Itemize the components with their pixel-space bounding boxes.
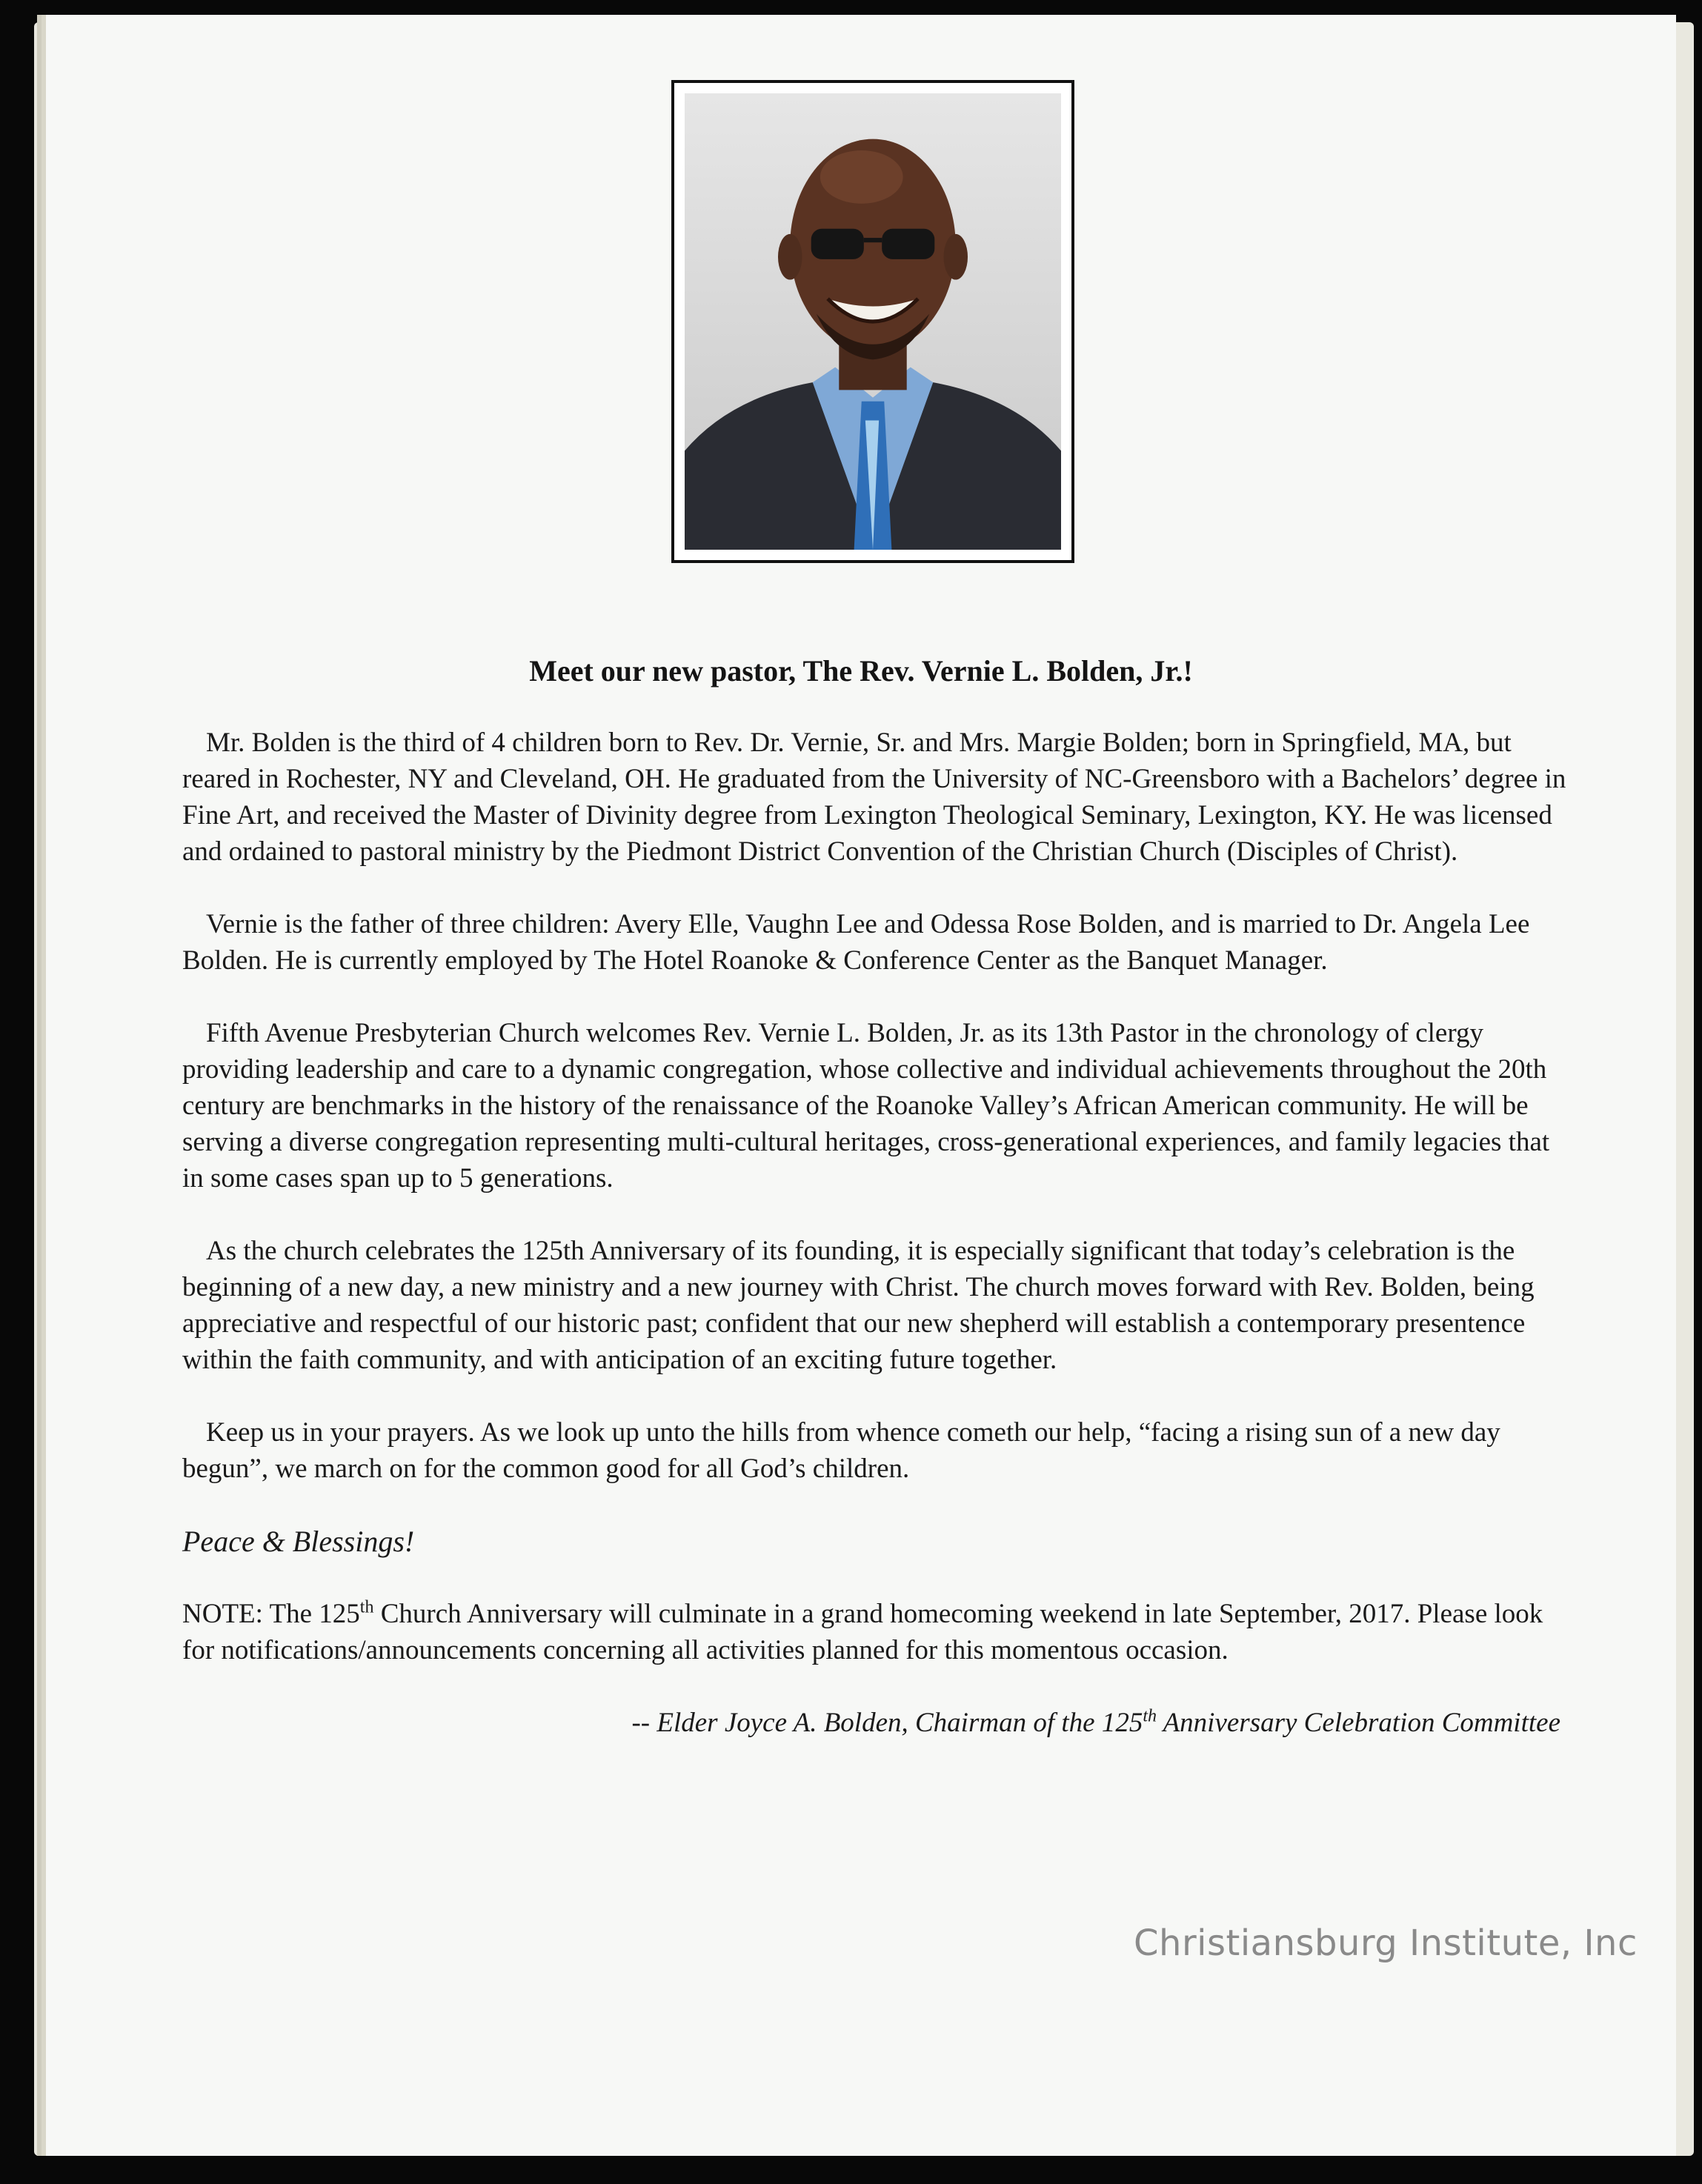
note-superscript: th — [359, 1597, 374, 1617]
paragraph-background: Mr. Bolden is the third of 4 children born to Rev. Dr. Vernie, Sr. and Mrs. Margie Bolden; born in Springfield, MA, but reared in Rochester, NY and Cleveland, OH. He graduated from the University of NC-Greensboro with a Bachelors’ degree in Fine Art, and received the Master of Divinity degree from Lexington Theological Seminary, Lexington, KY. He was licensed and ordained to pastoral ministry by the Piedmont District Convention of the Christian Church (Disciples of Christ). — [182, 728, 1566, 867]
signature-rest: Anniversary Celebration Committee — [1157, 1708, 1560, 1738]
watermark-text: Christiansburg Institute, Inc — [1134, 1922, 1638, 1964]
paragraph-welcome: Fifth Avenue Presbyterian Church welcomes Rev. Vernie L. Bolden, Jr. as its 13th Pastor in the chronology of clergy providing leadership and care to a dynamic congregation, whose collective and individual achievements throughout the 20th century are benchmarks in the history of the renaissance of the Roanoke Valley’s African American community. He will be serving a diverse congregation representing multi-cultural heritages, cross-generational experiences, and family legacies that in some cases span up to 5 generations. — [182, 1018, 1550, 1193]
signature-superscript: th — [1143, 1706, 1157, 1726]
signature-lead: -- Elder Joyce A. Bolden, Chairman of the 125 — [631, 1708, 1143, 1738]
paragraph-anniversary: As the church celebrates the 125th Anniversary of its founding, it is especially significant that today’s celebration is the beginning of a new day, a new ministry and a new journey with Christ. The church moves forward with Rev. Bolden, being appreciative and respectful of our historic past; confident that our new shepherd will establish a contemporary presentence within the faith community, and with anticipation of an exciting future together. — [182, 1236, 1535, 1375]
document-page — [46, 15, 1676, 2156]
signature — [182, 1705, 1575, 1741]
paragraph-prayers: Keep us in your prayers. As we look up unto the hills from whence cometh our help, “facing a rising sun of a new day begun”, we march on for the common good for all God’s children. — [182, 1417, 1500, 1484]
anniversary-note — [182, 1596, 1575, 1668]
pastor-photo-frame — [671, 80, 1074, 563]
article-body — [182, 725, 1575, 1777]
paragraph-family: Vernie is the father of three children: Avery Elle, Vaughn Lee and Odessa Rose Bolden, and is married to Dr. Angela Lee Bolden. He is currently employed by The Hotel Roanoke & Conference Center as the Banquet Manager. — [182, 909, 1530, 976]
page-title: Meet our new pastor, The Rev. Vernie L. Bolden, Jr.! — [529, 654, 1193, 688]
note-lead: NOTE: The 125 — [182, 1599, 360, 1629]
closing-blessing: Peace & Blessings! — [182, 1525, 415, 1558]
pastor-portrait-image — [685, 93, 1061, 550]
note-rest: Church Anniversary will culminate in a grand homecoming weekend in late September, 2017. Please look for notifications/announcements concerning all activities planned for this momentous occasion. — [182, 1599, 1543, 1665]
